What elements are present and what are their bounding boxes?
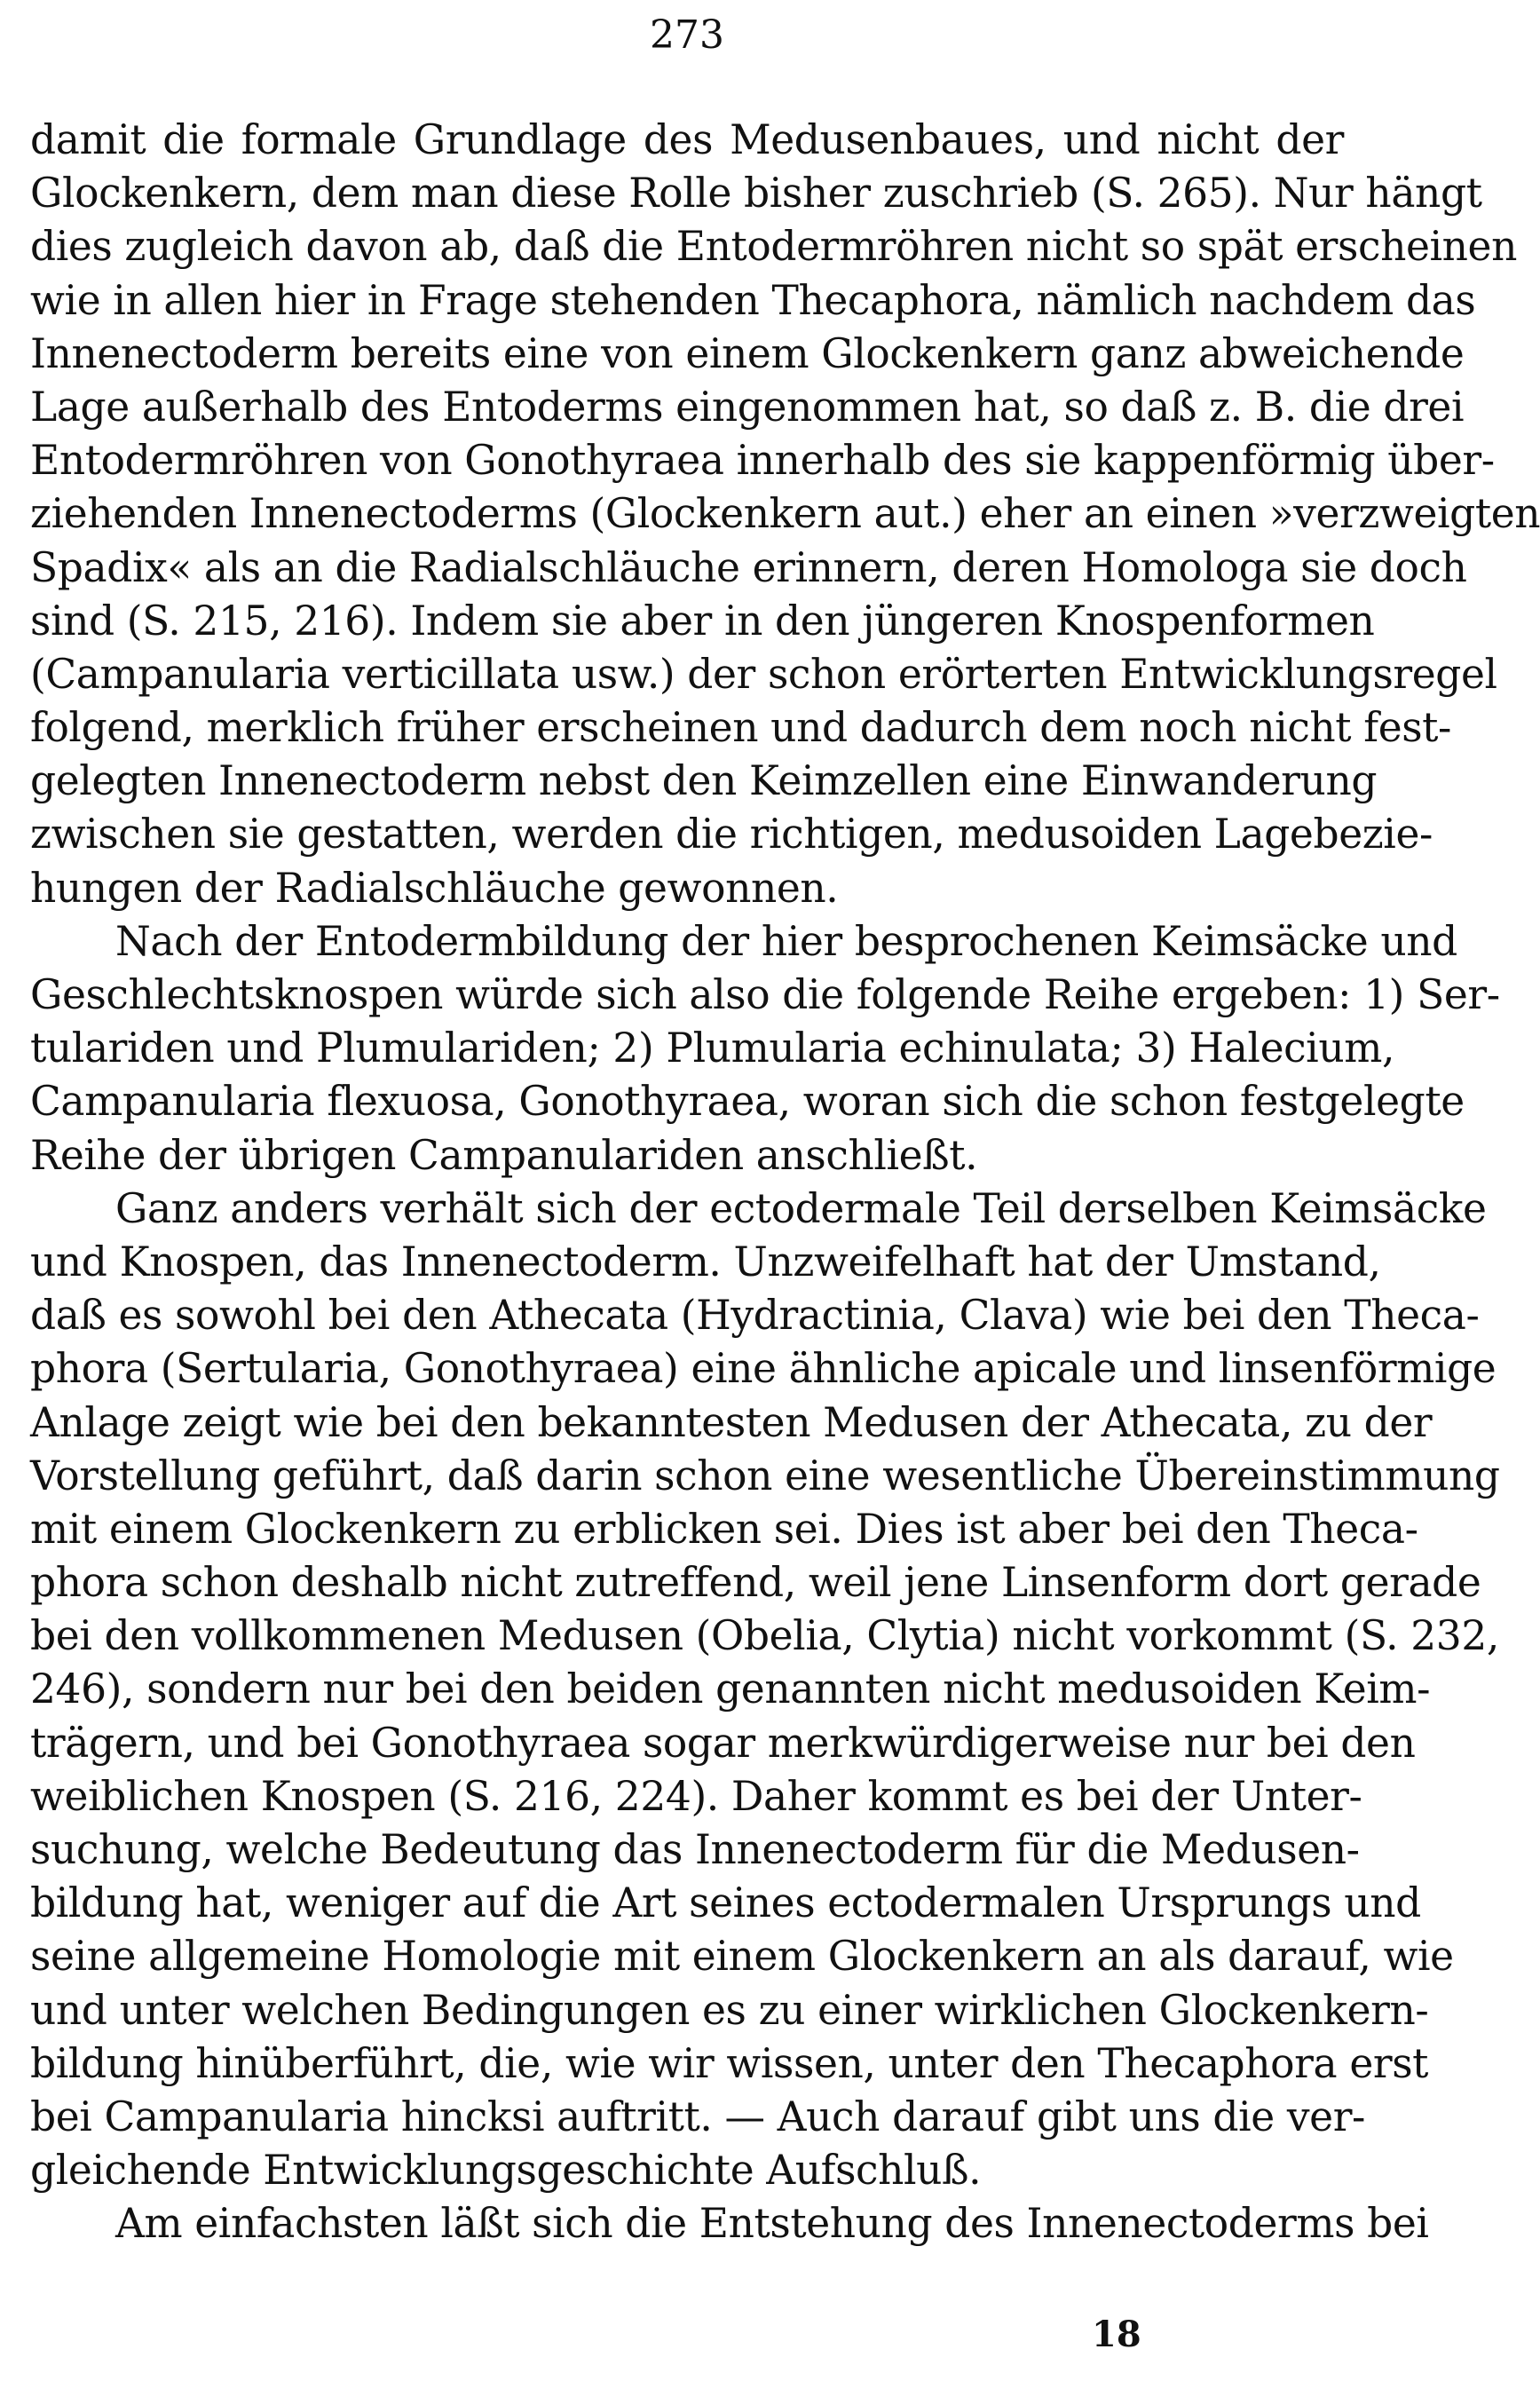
text-line: sind (S. 215, 216). Indem sie aber in den jüngeren Knospenformen [30, 597, 1375, 645]
text-line: seine allgemeine Homologie mit einem Glockenkern an als darauf, wie [30, 1933, 1454, 1981]
page-number: 273 [650, 12, 724, 58]
text-line: Geschlechtsknospen würde sich also die folgende Reihe ergeben: 1) Ser- [30, 971, 1500, 1018]
text-line: dies zugleich davon ab, daß die Entodermröhren nicht so spät erscheinen [30, 223, 1517, 271]
text-line: hungen der Radialschläuche gewonnen. [30, 864, 839, 912]
text-line: phora (Sertularia, Gonothyraea) eine ähnliche apicale und linsenförmige [30, 1345, 1497, 1393]
text-line: Am einfachsten läßt sich die Entstehung des Innenectoderms bei [115, 2200, 1429, 2248]
text-line: Glockenkern, dem man diese Rolle bisher zuschrieb (S. 265). Nur hängt [30, 170, 1482, 218]
body-text [30, 114, 1540, 2251]
text-line: zwischen sie gestatten, werden die richtigen, medusoiden Lagebezie- [30, 811, 1433, 858]
text-line: mit einem Glockenkern zu erblicken sei. Dies ist aber bei den Theca- [30, 1505, 1418, 1553]
text-line: bildung hinüberführt, die, wie wir wissen, unter den Thecaphora erst [30, 2039, 1429, 2087]
text-line: folgend, merklich früher erscheinen und dadurch dem noch nicht fest- [30, 704, 1452, 752]
signature-mark: 18 [1092, 2314, 1141, 2355]
text-line: Reihe der übrigen Campanulariden anschließt. [30, 1131, 978, 1179]
text-line: gleichende Entwicklungsgeschichte Aufschluß. [30, 2147, 982, 2195]
text-line: suchung, welche Bedeutung das Innenectoderm für die Medusen- [30, 1826, 1360, 1873]
text-line: Lage außerhalb des Entoderms eingenommen hat, so daß z. B. die drei [30, 383, 1465, 431]
text-line: tulariden und Plumulariden; 2) Plumularia echinulata; 3) Halecium, [30, 1024, 1395, 1072]
text-line: bei Campanularia hincksi auftritt. — Auch darauf gibt uns die ver- [30, 2092, 1366, 2140]
text-line: Spadix« als an die Radialschläuche erinnern, deren Homologa sie doch [30, 543, 1467, 591]
text-line: weiblichen Knospen (S. 216, 224). Daher kommt es bei der Unter- [30, 1772, 1362, 1820]
text-line: und Knospen, das Innenectoderm. Unzweifelhaft hat der Umstand, [30, 1238, 1381, 1285]
text-line: trägern, und bei Gonothyraea sogar merkwürdigerweise nur bei den [30, 1719, 1416, 1767]
text-line: Vorstellung geführt, daß darin schon eine wesentliche Übereinstimmung [30, 1452, 1500, 1499]
text-line: bei den vollkommenen Medusen (Obelia, Clytia) nicht vorkommt (S. 232, [30, 1612, 1499, 1660]
text-line: wie in allen hier in Frage stehenden Thecaphora, nämlich nachdem das [30, 276, 1476, 324]
text-line: bildung hat, weniger auf die Art seines ectodermalen Ursprungs und [30, 1879, 1421, 1927]
text-line: ziehenden Innenectoderms (Glockenkern aut.) eher an einen »verzweigten [30, 490, 1540, 538]
text-line: (Campanularia verticillata usw.) der schon erörterten Entwicklungsregel [30, 650, 1497, 698]
text-line: Anlage zeigt wie bei den bekanntesten Medusen der Athecata, zu der [30, 1398, 1433, 1446]
text-line: Entodermröhren von Gonothyraea innerhalb des sie kappenförmig über- [30, 437, 1495, 485]
text-line: Nach der Entodermbildung der hier besprochenen Keimsäcke und [115, 917, 1457, 965]
text-line: gelegten Innenectoderm nebst den Keimzellen eine Einwanderung [30, 757, 1378, 805]
text-line: daß es sowohl bei den Athecata (Hydractinia, Clava) wie bei den Theca- [30, 1292, 1480, 1340]
text-line: Ganz anders verhält sich der ectodermale Teil derselben Keimsäcke [115, 1184, 1487, 1232]
text-line: Innenectoderm bereits eine von einem Glockenkern ganz abweichende [30, 329, 1465, 377]
text-line: damit die formale Grundlage des Medusenbaues, und nicht der [30, 116, 1344, 163]
text-line: 246), sondern nur bei den beiden genannten nicht medusoiden Keim- [30, 1665, 1431, 1713]
text-line: und unter welchen Bedingungen es zu einer wirklichen Glockenkern- [30, 1986, 1429, 2034]
text-line: phora schon deshalb nicht zutreffend, weil jene Linsenform dort gerade [30, 1559, 1481, 1607]
text-line: Campanularia flexuosa, Gonothyraea, woran sich die schon festgelegte [30, 1078, 1465, 1126]
